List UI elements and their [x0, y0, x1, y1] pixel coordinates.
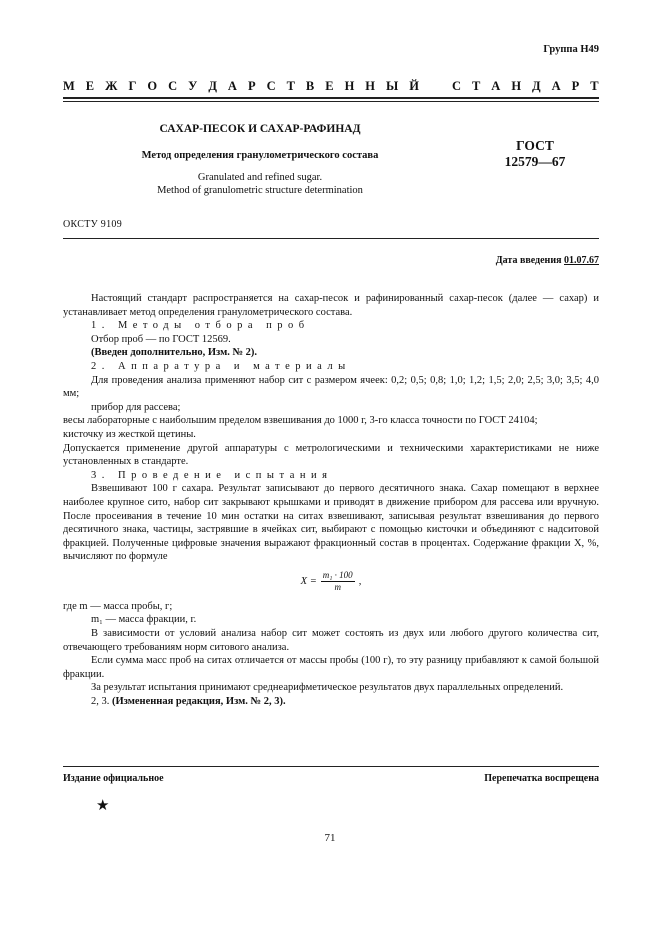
- intro-paragraph: Настоящий стандарт распространяется на сахар-песок и рафинированный сахар-песок (далее — сахар) и устанавливает метод определения гранулометрического состава.: [63, 293, 599, 318]
- heading-letter: А: [491, 79, 501, 93]
- heading-letter: Т: [590, 79, 599, 93]
- heading-letter: Е: [325, 79, 334, 93]
- document-body: [63, 292, 599, 709]
- okstu-rule: [63, 238, 599, 239]
- formula-denominator: m: [334, 581, 341, 592]
- section-3-text: Взвешивают 100 г сахара. Результат записывают до первого десятичного знака. Сахар помещают в верхнее наиболее крупное сито, набор сит закрывают крышками и приводят в движение прибором для рассева или вручную. После просеивания в течение 10 мин остатки на ситах взвешивают, записывая результат взвешивания до первого десятичного знака, частицы, застрявшие в ячейках сит, выбирают с помощью кисточки и объединяют с надситовой фракцией. Полученные цифровые значения выражают фракционный состав в процентах. Содержание фракции X, %, вычисляют по формуле: [63, 483, 599, 563]
- heading-letter: О: [147, 79, 158, 93]
- english-title-line1: Granulated and refined sugar.: [197, 172, 323, 183]
- heading-letter: Т: [471, 79, 481, 93]
- formula-numerator: m₁ · 100: [322, 569, 353, 580]
- formula-fraction: [321, 570, 355, 593]
- official-edition: Издание официальное: [63, 773, 164, 784]
- formula-lhs: X =: [300, 575, 317, 587]
- heading-letter: Ы: [386, 79, 399, 93]
- heading-letter: А: [227, 79, 237, 93]
- section-3-heading: 3. Проведение испытания: [91, 469, 333, 481]
- heading-letter: Д: [208, 79, 217, 93]
- equipment-item: кисточку из жесткой щетины.: [63, 428, 196, 440]
- equipment-note: Допускается применение другой аппаратуры с метрологическими и техническими характеристиками не ниже установленных в стандарте.: [63, 442, 599, 468]
- heading-letter: В: [305, 79, 315, 93]
- section-1-text: Отбор проб — по ГОСТ 12569.: [91, 333, 231, 345]
- heading-letter: С: [266, 79, 276, 93]
- result-paragraph: За результат испытания принимают среднеарифметическое результатов двух параллельных определений.: [91, 682, 564, 694]
- where-mass-fraction: m₁ — масса фракции, г.: [91, 614, 197, 626]
- reprint-prohibited: Перепечатка воспрещена: [484, 773, 599, 784]
- gost-number: 12579—67: [504, 154, 566, 169]
- introduction-date: [496, 255, 599, 266]
- group-code: Группа Н49: [543, 44, 599, 55]
- gost-designation: [490, 138, 580, 170]
- english-title-line2: Method of granulometric structure determination: [157, 185, 363, 196]
- section-1-heading: 1. Методы отбора проб: [91, 320, 310, 332]
- section-2-text: Для проведения анализа применяют набор сит с размером ячеек: 0,2; 0,5; 0,8; 1,0; 1,2; 1,5; 2,0; 2,5; 3,0; 3,5; 4,0 мм;: [63, 374, 599, 400]
- heading-letter: Н: [365, 79, 376, 93]
- heading-letter: Р: [247, 79, 256, 93]
- heading-letter: Е: [85, 79, 95, 93]
- english-title: [80, 171, 440, 197]
- equipment-item: весы лабораторные с наибольшим пределом взвешивания до 1000 г, 3-го класса точности по ГОСТ 24104;: [63, 415, 538, 427]
- equipment-item: прибор для рассева;: [91, 401, 181, 413]
- interstate-standard-heading: [63, 79, 599, 94]
- heading-letter: Р: [571, 79, 580, 93]
- heading-letter: Й: [409, 79, 419, 93]
- heading-letter: У: [188, 79, 198, 93]
- heading-letter: Г: [128, 79, 137, 93]
- heading-rule-bottom: [63, 101, 599, 102]
- heading-letter: С: [168, 79, 178, 93]
- heading-letter: Н: [344, 79, 355, 93]
- heading-rule-top: [63, 97, 599, 99]
- heading-letter: С: [451, 79, 461, 93]
- heading-letter: М: [63, 79, 75, 93]
- section-1-amendment: (Введен дополнительно, Изм. № 2).: [91, 347, 258, 359]
- sieves-paragraph: В зависимости от условий анализа набор сит может состоять из двух или любого другого количества сит, отвечающего требованиям норм ситового анализа.: [63, 628, 599, 653]
- amendment-prefix: 2, 3.: [91, 696, 110, 708]
- heading-letter: Н: [511, 79, 522, 93]
- document-title: САХАР-ПЕСОК И САХАР-РАФИНАД: [159, 123, 361, 135]
- heading-letter: Д: [532, 79, 541, 93]
- heading-letter: А: [551, 79, 561, 93]
- star-icon: ★: [96, 798, 110, 814]
- amendment-note: [63, 695, 599, 709]
- footer-rule: [63, 766, 599, 767]
- where-mass-sample: где m — масса пробы, г;: [63, 600, 173, 612]
- introduction-date-label: Дата введения: [495, 255, 562, 266]
- sum-paragraph: Если сумма масс проб на ситах отличается от массы пробы (100 г), то эту разницу прибавляют к самой большой фракции.: [63, 655, 599, 680]
- document-subtitle: Метод определения гранулометрического состава: [141, 150, 379, 161]
- heading-letter: Ж: [105, 79, 118, 93]
- heading-letter: Т: [286, 79, 295, 93]
- page-number: 71: [324, 832, 336, 844]
- section-2-heading: 2. Аппаратура и материалы: [91, 360, 351, 372]
- fraction-formula: [63, 570, 599, 594]
- introduction-date-value: 01.07.67: [564, 255, 599, 266]
- okstu-code: ОКСТУ 9109: [63, 219, 123, 230]
- amendment-text: (Измененная редакция, Изм. № 2, 3).: [112, 696, 286, 708]
- formula-tail: ,: [358, 575, 362, 587]
- gost-label: ГОСТ: [516, 138, 554, 153]
